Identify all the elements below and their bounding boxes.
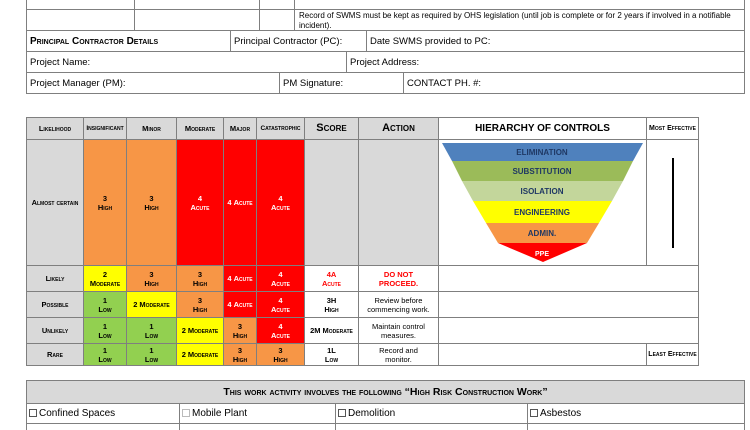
least-effective-label: Least Effective: [646, 343, 699, 366]
hierarchy-label: ELIMINATION: [516, 148, 568, 157]
risk-cell: 1 Low: [126, 343, 177, 366]
risk-cell: 3 High: [126, 265, 177, 292]
header-major: Major: [223, 117, 257, 140]
checkbox-asbestos[interactable]: [527, 403, 745, 424]
hierarchy-triangle: [439, 140, 646, 265]
checkbox-row-partial: [26, 423, 180, 430]
header-minor: Minor: [126, 117, 177, 140]
risk-cell: 3 High: [256, 343, 305, 366]
action-maintain: Maintain control measures.: [358, 317, 439, 344]
score-moderate: 2M Moderate: [304, 317, 359, 344]
project-name-field[interactable]: Project Name:: [26, 51, 347, 73]
action-record: Record and monitor.: [358, 343, 439, 366]
hierarchy-row-blank: [438, 291, 699, 318]
risk-cell: 3 High: [223, 317, 257, 344]
hierarchy-label: SUBSTITUTION: [512, 167, 572, 176]
effectiveness-scale-panel: [646, 139, 699, 266]
checkbox-row-partial: [179, 423, 336, 430]
action-cell-empty: [358, 139, 439, 266]
principal-contractor-field[interactable]: Principal Contractor (PC):: [230, 30, 367, 52]
likelihood-almost-certain: Almost certain: [26, 139, 84, 266]
likelihood-possible: Possible: [26, 291, 84, 318]
checkbox-icon[interactable]: [182, 409, 190, 417]
risk-cell: 3 High: [176, 265, 224, 292]
action-do-not-proceed: DO NOT PROCEED.: [358, 265, 439, 292]
score-low: 1L Low: [304, 343, 359, 366]
effectiveness-arrow-line: [672, 158, 674, 248]
hierarchy-label: ISOLATION: [520, 187, 564, 196]
hierarchy-of-controls-panel: [438, 139, 647, 266]
date-swms-provided-field[interactable]: Date SWMS provided to PC:: [366, 30, 745, 52]
likelihood-rare: Rare: [26, 343, 84, 366]
risk-cell: 1 Low: [83, 317, 127, 344]
score-high: 3H High: [304, 291, 359, 318]
hierarchy-row-blank: [438, 265, 699, 292]
hierarchy-label: ADMIN.: [527, 229, 557, 238]
risk-cell: 2 Moderate: [126, 291, 177, 318]
header-hierarchy-of-controls: HIERARCHY OF CONTROLS: [438, 117, 647, 140]
risk-cell: 4 Acute: [256, 139, 305, 266]
hierarchy-row-blank: [438, 343, 647, 366]
likelihood-unlikely: Unlikely: [26, 317, 84, 344]
top-cell-6[interactable]: [259, 9, 295, 31]
risk-cell: 2 Moderate: [176, 317, 224, 344]
risk-cell: 4 Acute: [176, 139, 224, 266]
checkbox-mobile-plant[interactable]: [179, 403, 336, 424]
score-cell-empty: [304, 139, 359, 266]
checkbox-confined-spaces[interactable]: [26, 403, 180, 424]
hierarchy-row-blank: [438, 317, 699, 344]
contact-phone-field[interactable]: CONTACT PH. #:: [403, 72, 745, 94]
risk-cell: 3 High: [223, 343, 257, 366]
checkbox-icon[interactable]: [530, 409, 538, 417]
risk-cell: 2 Moderate: [83, 265, 127, 292]
header-moderate: Moderate: [176, 117, 224, 140]
risk-cell: 4 Acute: [223, 291, 257, 318]
risk-cell: 1 Low: [83, 291, 127, 318]
checkbox-label: Demolition: [348, 408, 396, 419]
checkbox-label: Asbestos: [540, 408, 582, 419]
top-cell-2[interactable]: [26, 9, 135, 31]
checkbox-row-partial: [335, 423, 528, 430]
risk-cell: 2 Moderate: [176, 343, 224, 366]
checkbox-icon[interactable]: [338, 409, 346, 417]
hierarchy-label: PPE: [534, 251, 550, 258]
risk-cell: 4 Acute: [256, 291, 305, 318]
risk-cell: 3 High: [83, 139, 127, 266]
project-manager-field[interactable]: Project Manager (PM):: [26, 72, 280, 94]
header-score: Score: [304, 117, 359, 140]
high-risk-work-title: This work activity involves the following “High Risk Construction Work”: [26, 380, 745, 404]
action-review: Review before commencing work.: [358, 291, 439, 318]
risk-cell: 3 High: [176, 291, 224, 318]
checkbox-demolition[interactable]: [335, 403, 528, 424]
risk-cell: 4 Acute: [256, 265, 305, 292]
risk-cell: 4 Acute: [223, 265, 257, 292]
score-acute: 4A Acute: [304, 265, 359, 292]
risk-cell: 3 High: [126, 139, 177, 266]
checkbox-label: Mobile Plant: [192, 408, 248, 419]
risk-cell: 1 Low: [126, 317, 177, 344]
project-address-field[interactable]: Project Address:: [346, 51, 745, 73]
checkbox-icon[interactable]: [29, 409, 37, 417]
checkbox-label: Confined Spaces: [39, 408, 116, 419]
risk-cell: 4 Acute: [223, 139, 257, 266]
header-likelihood: Likelihood: [26, 117, 84, 140]
header-catastrophic: Catastrophic: [256, 117, 305, 140]
risk-cell: 4 Acute: [256, 317, 305, 344]
risk-cell: 1 Low: [83, 343, 127, 366]
top-cell-4[interactable]: [134, 9, 260, 31]
likelihood-likely: Likely: [26, 265, 84, 292]
header-insignificant: Insignificant: [83, 117, 127, 140]
checkbox-row-partial: [527, 423, 745, 430]
swms-record-note: Record of SWMS must be kept as required by OHS legislation (until job is complete or for 2 years if involved in a notifiable incident).: [294, 9, 745, 31]
header-most-effective: Most Effective: [646, 117, 699, 140]
pm-signature-field[interactable]: PM Signature:: [279, 72, 404, 94]
header-action: Action: [358, 117, 439, 140]
hierarchy-label: ENGINEERING: [513, 208, 571, 217]
principal-contractor-title: Principal Contractor Details: [26, 30, 231, 52]
